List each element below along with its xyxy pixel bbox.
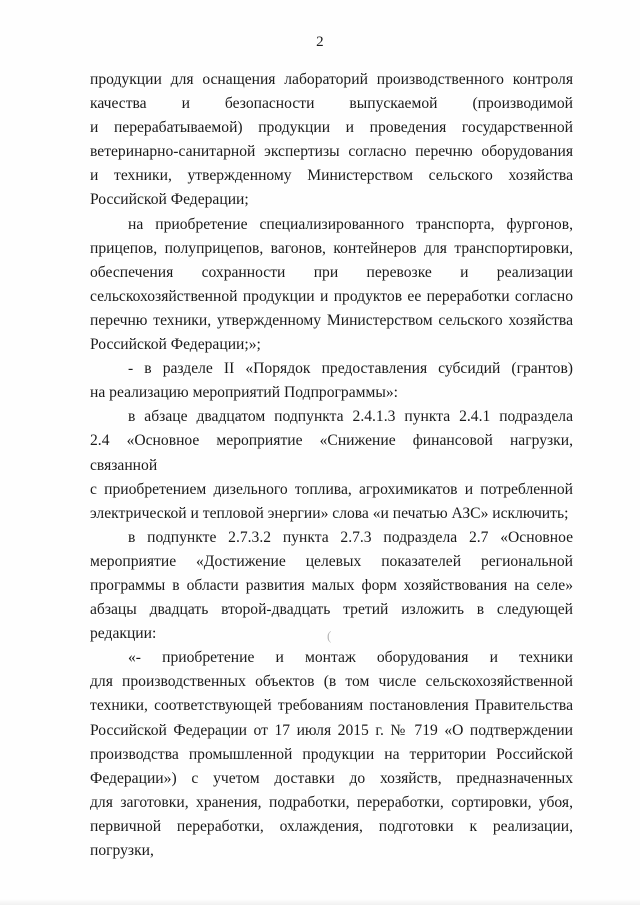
- text-line: для производственных объектов (в том числе сельскохозяйственной: [90, 673, 573, 691]
- text-line: в подпункте 2.7.3.2 пункта 2.7.3 подраздела 2.7 «Основное: [128, 528, 573, 546]
- text-line: Российской Федерации от 17 июля 2015 г. № 719 «О подтверждении: [90, 721, 573, 739]
- text-line: перечню техники, утвержденному Министерством сельского хозяйства: [90, 311, 573, 329]
- scan-artifact: (: [327, 628, 332, 643]
- text-line: и техники, утвержденному Министерством сельского хозяйства: [90, 167, 573, 185]
- text-line: Российской Федерации;»;: [90, 336, 261, 354]
- text-line: качества и безопасности выпускаемой (производимой: [90, 95, 573, 113]
- scan-edge: [0, 899, 640, 905]
- text-line: Российской Федерации;: [90, 191, 249, 209]
- page-number: 2: [316, 34, 324, 50]
- text-line: прицепов, полуприцепов, вагонов, контейнеров для транспортировки,: [90, 239, 573, 257]
- text-line: с приобретением дизельного топлива, агрохимикатов и потребленной: [90, 480, 573, 498]
- text-line: техники, соответствующей требованиям постановления Правительства: [90, 697, 573, 715]
- text-line: абзацы двадцать второй-двадцать третий изложить в следующей: [90, 601, 573, 619]
- text-line: на реализацию мероприятий Подпрограммы»:: [90, 384, 398, 402]
- text-line: продукции для оснащения лабораторий производственного контроля: [90, 71, 573, 88]
- text-line: производства промышленной продукции на территории Российской: [90, 745, 573, 763]
- text-line: в абзаце двадцатом подпункта 2.4.1.3 пункта 2.4.1 подраздела: [128, 408, 573, 426]
- text-line: сельскохозяйственной продукции и продуктов ее переработки согласно: [90, 287, 573, 305]
- text-line: Федерации») с учетом доставки до хозяйств, предназначенных: [90, 769, 573, 787]
- text-line: - в разделе II «Порядок предоставления субсидий (грантов): [128, 360, 573, 378]
- text-line: 2.4 «Основное мероприятие «Снижение финансовой нагрузки, связанной: [90, 432, 573, 474]
- text-line: ветеринарно-санитарной экспертизы согласно перечню оборудования: [90, 143, 573, 161]
- text-line: редакции:: [90, 625, 157, 643]
- text-line: электрической и тепловой энергии» слова «и печатью АЗС» исключить;: [90, 504, 569, 522]
- text-line: и перерабатываемой) продукции и проведения государственной: [90, 119, 573, 137]
- text-line: обеспечения сохранности при перевозке и реализации: [90, 263, 573, 281]
- text-line: программы в области развития малых форм хозяйствования на селе»: [90, 576, 573, 594]
- text-line: для заготовки, хранения, подработки, переработки, сортировки, убоя,: [90, 793, 573, 811]
- document-body: [90, 68, 573, 863]
- text-line: «- приобретение и монтаж оборудования и техники: [128, 649, 573, 667]
- text-line: на приобретение специализированного транспорта, фургонов,: [128, 215, 573, 233]
- text-line: мероприятие «Достижение целевых показателей региональной: [90, 552, 573, 570]
- text-line: первичной переработки, охлаждения, подготовки к реализации, погрузки,: [90, 817, 573, 859]
